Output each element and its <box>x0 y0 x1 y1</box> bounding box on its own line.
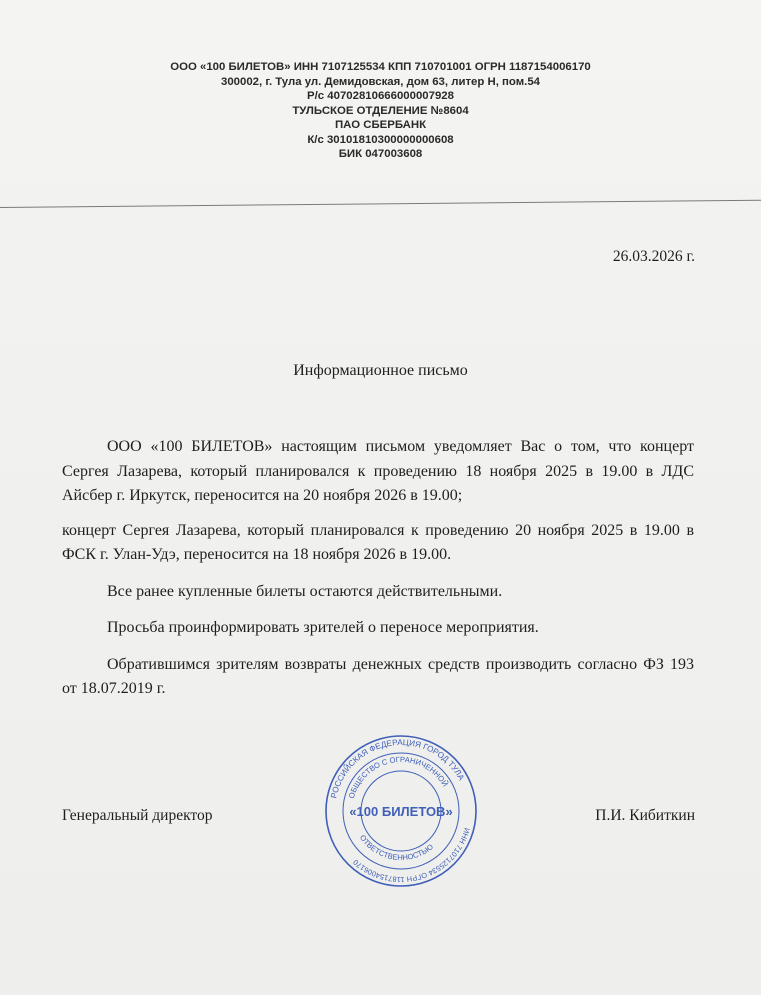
seal-outer-text: РОССИЙСКАЯ ФЕДЕРАЦИЯ ГОРОД ТУЛА <box>329 737 466 800</box>
letter-body <box>62 435 694 702</box>
body-paragraph: Просьба проинформировать зрителей о переносе мероприятия. <box>107 619 539 636</box>
letter-date: 26.03.2026 г. <box>612 248 695 265</box>
letterhead-line: БИК 047003608 <box>338 148 423 160</box>
letterhead <box>0 60 761 162</box>
letterhead-line: 300002, г. Тула ул. Демидовская, дом 63, литер Н, пом.54 <box>221 75 540 88</box>
seal-outer-text-bottom: ИНН 7107125534 ОГРН 1187154006170 <box>351 826 472 885</box>
letterhead-divider <box>0 200 761 208</box>
body-paragraph: ООО «100 БИЛЕТОВ» настоящим письмом уведомляет Вас о том, что концерт Сергея Лазарева, который планировался к проведению 18 ноября 2025 в 19.00 в ЛДС Айсбер г. Иркутск, переносится на 20 ноября 2026 в 19.00; <box>62 438 694 504</box>
signatory-position: Генеральный директор <box>62 807 213 824</box>
seal-inner-text-bottom: ОТВЕТСТВЕННОСТЬЮ <box>357 833 435 863</box>
letterhead-line: ПАО СБЕРБАНК <box>334 119 427 131</box>
letterhead-line: К/с 30101810300000000608 <box>307 133 454 146</box>
body-paragraph: концерт Сергея Лазарева, который планировался к проведению 20 ноября 2025 в 19.00 в ФСК г. Улан-Удэ, переносится на 18 ноября 2026 в 19.00. <box>62 521 694 563</box>
letterhead-line: ООО «100 БИЛЕТОВ» ИНН 7107125534 КПП 710701001 ОГРН 1187154006170 <box>170 61 591 73</box>
seal-inner-text-top: ОБЩЕСТВО С ОГРАНИЧЕННОЙ <box>346 754 450 800</box>
seal-center-text: «100 БИЛЕТОВ» <box>349 804 453 819</box>
body-paragraph: Все ранее купленные билеты остаются действительными. <box>107 582 503 600</box>
body-paragraph: Обратившимся зрителям возвраты денежных средств производить согласно ФЗ 193 от 18.07.2019 г. <box>62 655 694 697</box>
signatory-name: П.И. Кибиткин <box>595 807 695 824</box>
letter-title: Информационное письмо <box>293 362 468 379</box>
letterhead-line: Р/с 40702810666000007928 <box>307 90 454 102</box>
seal-graphic <box>324 734 478 888</box>
letterhead-line: ТУЛЬСКОЕ ОТДЕЛЕНИЕ №8604 <box>292 104 469 117</box>
company-seal <box>324 734 478 888</box>
